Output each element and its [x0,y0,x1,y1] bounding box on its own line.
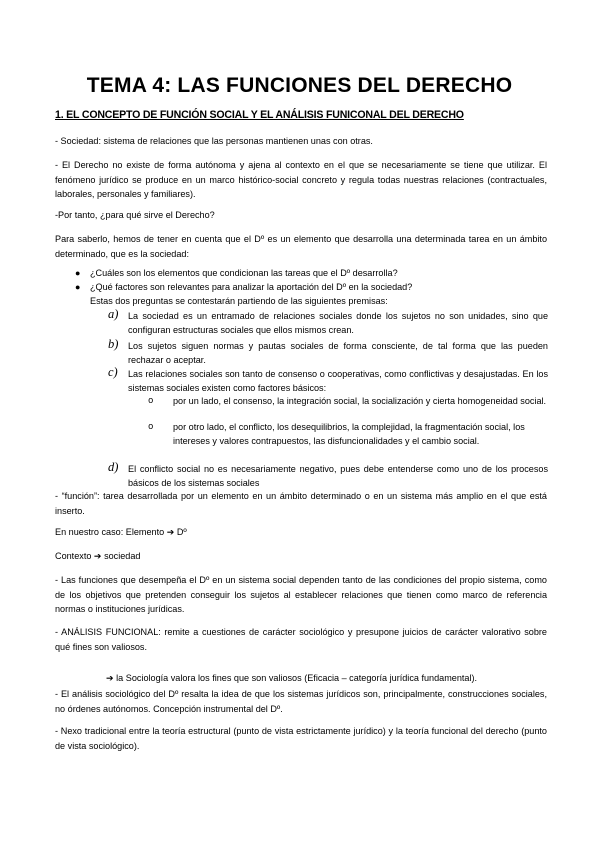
paragraph-contexto: Contexto ➔ sociedad [55,551,141,561]
paragraph-por-tanto: -Por tanto, ¿para qué sirve el Derecho? [55,210,215,220]
paragraph-funcion: - “función”: tarea desarrollada por un elemento en un ámbito determinado o en un sistema más amplio en el que está inserto. [55,491,547,516]
paragraph-derecho: - El Derecho no existe de forma autónoma y ajena al contexto en el que se necesariamente se tiene que utilizar. El fenómeno jurídico se produce en un marco histórico-social concreto y regula todas nuestras relaciones (contractuales, laborales, personales y familiares). [55,160,547,200]
premise-letter: c) [108,365,118,379]
paragraph-para-saberlo: Para saberlo, hemos de tener en cuenta que el Dº es un elemento que desarrolla una determinada tarea en un ámbito determinado, que es la sociedad: [55,234,547,259]
page-title: TEMA 4: LAS FUNCIONES DEL DERECHO [86,74,513,97]
premise-letter: a) [108,307,119,321]
paragraph-nuestro-caso: En nuestro caso: Elemento ➔ Dº [55,527,187,537]
list-item-text: ¿Qué factores son relevantes para analizar la aportación del Dº en la sociedad? [90,282,413,292]
circle-bullet-icon: o [148,396,154,406]
bullet-icon: ● [75,268,81,278]
paragraph-nexo: - Nexo tradicional entre la teoría estructural (punto de vista estrictamente jurídico) y la teoría funcional del derecho (punto de vista sociológico). [55,726,547,751]
paragraph-sociologia: ➔ la Sociología valora los fines que son valiosos (Eficacia – categoría jurídica fundamental). [106,673,478,684]
premise-text: La sociedad es un entramado de relaciones sociales donde los sujetos no son unidades, sino que configuran estructuras sociales que ellos mismos crean. [128,311,548,335]
circle-bullet-icon: o [148,422,154,432]
bullet-icon: ● [75,282,81,292]
premise-text: Las relaciones sociales son tanto de consenso o cooperativas, como conflictivas y desajustadas. En los sistemas sociales existen como factores básicos: [128,369,548,393]
section-heading: 1. EL CONCEPTO DE FUNCIÓN SOCIAL Y EL ANÁLISIS FUNICONAL DEL DERECHO [55,109,464,121]
sub-list-item-text: por un lado, el consenso, la integración social, la socialización y cierta homogeneidad social. [173,396,547,406]
premise-text: El conflicto social no es necesariamente negativo, pues debe entenderse como uno de los procesos básicos de los sistemas sociales [128,464,548,488]
sub-list-item-text: por otro lado, el conflicto, los desequilibrios, la complejidad, la fragmentación social, los intereses y valores contrapuestos, las disfuncionalidades y el cambio social. [173,422,525,446]
paragraph-funciones: - Las funciones que desempeña el Dº en un sistema social dependen tanto de las condiciones del propio sistema, como de los objetivos que pretenden conseguir los sujetos al establecer relaciones que tienen como marco de referencia normas o instituciones jurídicas. [55,575,547,615]
list-item-text: ¿Cuáles son los elementos que condicionan las tareas que el Dº desarrolla? [90,268,398,278]
list-item-text: Estas dos preguntas se contestarán partiendo de las siguientes premisas: [90,296,388,306]
paragraph-analisis-sociologico: - El análisis sociológico del Dº resalta la idea de que los sistemas jurídicos son, principalmente, construcciones sociales, no órdenes autónomos. Concepción instrumental del Dº. [55,689,547,714]
premise-letter: b) [108,337,119,351]
premise-text: Los sujetos siguen normas y pautas sociales de forma consciente, de tal forma que las pueden rechazar o aceptar. [128,341,548,365]
paragraph-analisis-funcional: - ANÁLISIS FUNCIONAL: remite a cuestiones de carácter sociológico y presupone juicios de carácter valorativo sobre qué fines son valiosos. [55,627,547,652]
premise-letter: d) [108,460,119,474]
paragraph-sociedad: - Sociedad: sistema de relaciones que las personas mantienen unas con otras. [55,136,373,146]
